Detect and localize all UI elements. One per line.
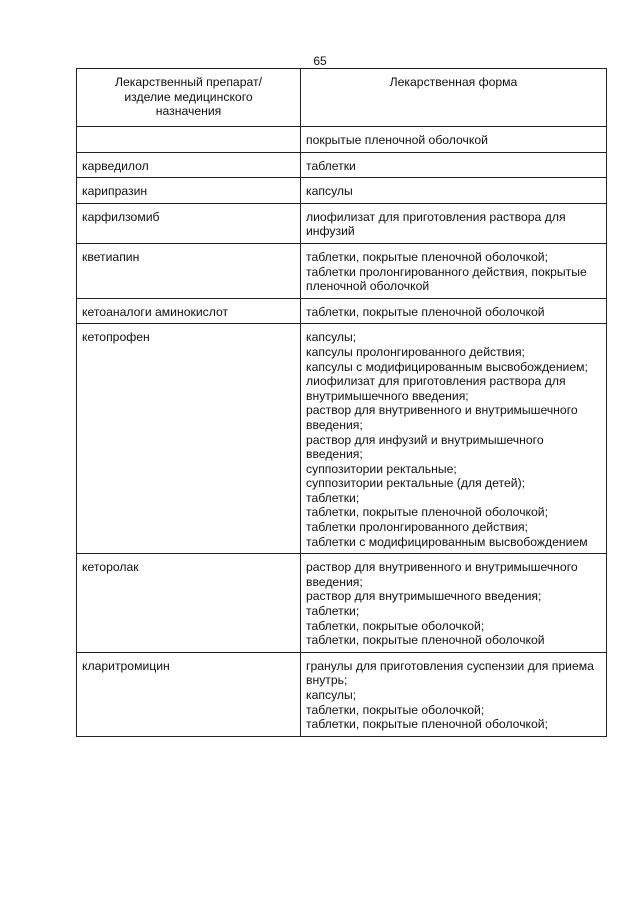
table-row [77, 324, 607, 554]
form-cell [301, 178, 607, 204]
drug-name: карипразин [82, 184, 148, 199]
drug-cell [77, 298, 301, 324]
table-row [77, 554, 607, 653]
form-cell [301, 324, 607, 554]
form-item: таблетки, покрытые пленочной оболочкой [306, 633, 545, 648]
form-list [301, 153, 606, 178]
drug-form-table [76, 68, 607, 737]
form-list [301, 204, 606, 243]
drug-cell [77, 324, 301, 554]
form-item: капсулы с модифицированным высвобождением; [306, 359, 588, 374]
table-row [77, 203, 607, 243]
form-cell [301, 243, 607, 298]
form-item: таблетки с модифицированным высвобождением [306, 534, 588, 549]
form-item: таблетки, покрытые пленочной оболочкой [306, 304, 545, 319]
form-item: таблетки, покрытые пленочной оболочкой; [306, 249, 548, 264]
page-number: 65 [313, 54, 327, 68]
form-list [301, 324, 606, 553]
form-item: капсулы [306, 184, 353, 199]
form-item: лиофилизат для приготовления раствора для инфузий [306, 209, 566, 239]
form-item: таблетки, покрытые пленочной оболочкой; [306, 505, 548, 520]
form-cell [301, 298, 607, 324]
form-list [301, 244, 606, 298]
form-item: суппозитории ректальные (для детей); [306, 476, 526, 491]
form-cell [301, 652, 607, 736]
form-cell [301, 203, 607, 243]
form-cell [301, 554, 607, 653]
form-list [301, 554, 606, 652]
drug-cell [77, 243, 301, 298]
header-drug-line: Лекарственный препарат/ [115, 75, 262, 89]
header-drug-line: назначения [155, 104, 222, 119]
form-item: таблетки, покрытые оболочкой; [306, 618, 485, 633]
drug-cell [77, 554, 301, 653]
form-list [301, 299, 606, 324]
form-item: таблетки; [306, 490, 360, 505]
drug-name [77, 127, 300, 137]
header-form-label: Лекарственная форма [389, 75, 518, 89]
form-item: капсулы; [306, 330, 357, 345]
form-cell [301, 127, 607, 153]
header-form [301, 69, 607, 127]
table-row [77, 152, 607, 178]
header-drug-line: изделие медицинского [124, 89, 253, 104]
drug-name: кеторолак [82, 560, 139, 575]
table-row [77, 652, 607, 736]
drug-cell [77, 652, 301, 736]
form-item: таблетки пролонгированного действия, покрытые пленочной оболочкой [306, 264, 587, 294]
form-item: капсулы пролонгированного действия; [306, 344, 525, 359]
form-cell [301, 152, 607, 178]
form-item: суппозитории ректальные; [306, 461, 457, 476]
drug-cell [77, 152, 301, 178]
form-item: капсулы; [306, 688, 357, 702]
drug-cell [77, 203, 301, 243]
header-drug [77, 69, 301, 127]
drug-name: карведилол [82, 158, 149, 173]
form-item: таблетки пролонгированного действия; [306, 520, 529, 535]
form-item: раствор для внутривенного и внутримышечного введения; [306, 560, 578, 589]
table-header-row [77, 69, 607, 127]
drug-name: кетопрофен [82, 330, 150, 345]
form-item: покрытые пленочной оболочкой [306, 133, 488, 147]
form-item: таблетки, покрытые оболочкой; [306, 702, 485, 717]
form-item: лиофилизат для приготовления раствора для внутримышечного введения; [306, 374, 566, 403]
drug-name: кетоаналоги аминокислот [82, 304, 229, 319]
table-body [77, 127, 607, 737]
table-row [77, 298, 607, 324]
form-list [301, 653, 606, 736]
form-item: раствор для инфузий и внутримышечного введения; [306, 432, 544, 462]
form-item: раствор для внутривенного и внутримышечного введения; [306, 403, 578, 432]
form-item: таблетки; [306, 604, 360, 619]
drug-name: кветиапин [82, 249, 140, 264]
drug-cell [77, 178, 301, 204]
form-item: гранулы для приготовления суспензии для приема внутрь; [306, 658, 594, 688]
form-item: раствор для внутримышечного введения; [306, 589, 542, 604]
table-row [77, 127, 607, 153]
form-list [301, 178, 606, 203]
drug-name: карфилзомиб [82, 209, 160, 224]
table-row [77, 178, 607, 204]
form-item: таблетки [306, 158, 356, 173]
drug-cell [77, 127, 301, 153]
form-list [301, 127, 606, 152]
form-item: таблетки, покрытые пленочной оболочкой; [306, 717, 548, 732]
drug-name: кларитромицин [82, 658, 170, 673]
table-row [77, 243, 607, 298]
